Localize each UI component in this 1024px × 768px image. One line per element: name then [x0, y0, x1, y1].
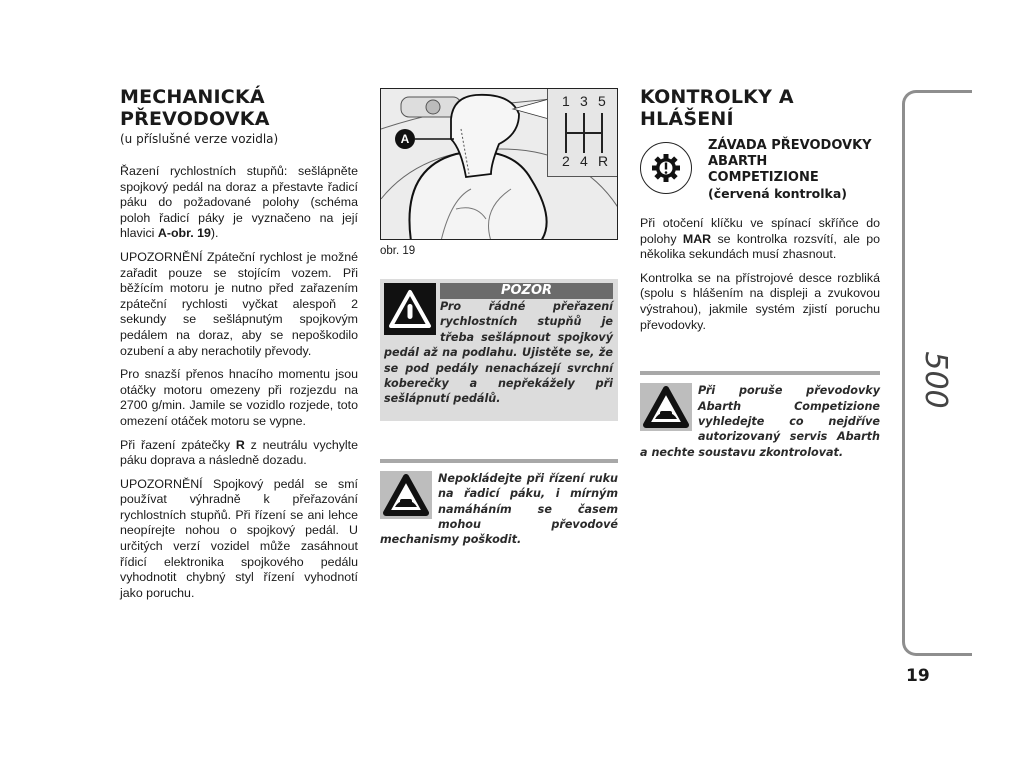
paragraph-text: ). [210, 226, 219, 241]
paragraph-torque-limit: Pro snazší přenos hnacího momentu jsou otáčky motoru omezeny při rozjezdu na 2700 g/min. Jamile se vozidlo rozjede, toto omezení otáček motoru se vypne. [120, 367, 358, 428]
paragraph-text: Zpáteční rychlost je možné zařadit pouze se stojícím vozem. Při běžícím motoru je nutno před zařazením zpáteční rychlosti vyčkat alespoň 2 sekundy se sešlápnutým spojkovým pedálem na doraz, aby se nepoškodilo ozubení a aby nerachotily převody. [120, 249, 358, 358]
environment-warning-icon [640, 383, 692, 431]
paragraph-reverse-gear [120, 438, 358, 469]
caution-header: POZOR [440, 283, 613, 299]
shift-pattern-diagram [547, 89, 617, 177]
caution-text: Pro řádné přeřazení rychlostních stupňů je třeba sešlápnout spojkový pedál až na podlahu. Ujistěte se, že se pod pedály nenacházejí svrchní koberečky a nepřekážely při sešlápnutí pedálů. [384, 300, 613, 406]
title-line-2: PŘEVODOVKA [120, 108, 270, 130]
title-line-1: KONTROLKY A [640, 86, 794, 108]
section-subtitle: (červená kontrolka) [708, 186, 848, 201]
warning-label: UPOZORNĚNÍ [120, 249, 203, 264]
gear-lever-figure [380, 88, 618, 240]
gearbox-fault-title-block [708, 138, 872, 202]
paragraph-text: Při otočení klíčku ve spínací skříňce do polohy [640, 216, 880, 246]
reverse-gear-symbol: R [235, 437, 245, 452]
title-line-1: MECHANICKÁ [120, 86, 265, 108]
section-subtitle: (u příslušné verze vozidla) [120, 132, 279, 146]
note-box [640, 371, 880, 460]
paragraph-text: se kontrolka rozsvítí, ale po několika sekundách musí zhasnout. [640, 231, 880, 262]
section-title-line-2: ABARTH [708, 154, 768, 169]
paragraph-text: Řazení rychlostních stupňů: sešlápněte spojkový pedál na doraz a přestavte řadicí páku do požadované polohy (schéma poloh řadicí páky je vyznačeno na její hlavici [120, 164, 358, 241]
gear-5-label: 5 [598, 93, 606, 109]
section-title-line-3: COMPETIZIONE [708, 170, 819, 185]
gear-reverse-label: R [598, 153, 609, 169]
warning-label: UPOZORNĚNÍ [120, 476, 203, 491]
paragraph-ignition-check [640, 216, 880, 263]
gearbox-fault-heading [640, 138, 880, 202]
caution-box [380, 279, 618, 421]
gear-2-label: 2 [562, 153, 570, 169]
note-box [380, 459, 618, 548]
title-line-2: HLÁŠENÍ [640, 108, 734, 130]
gear-4-label: 4 [580, 153, 588, 169]
callout-label-a: A [395, 129, 415, 149]
note-text: Při poruše převodovky Abarth Competizione vyhledejte co nejdříve autorizovaný servis Abarth a nechte soustavu zkontrolovat. [640, 384, 880, 459]
paragraph-text: z neutrálu vychylte páku doprava a následně dozadu. [120, 437, 359, 468]
section-title-warning-lights [640, 86, 880, 130]
logo-text: 500 [918, 351, 953, 409]
paragraph-fault-indication: Kontrolka se na přístrojové desce rozbliká (spolu s hlášením na displeji a zvukovou výstrahou), jakmile systém zjistí poruchu převodovky. [640, 270, 880, 332]
environment-warning-icon [380, 471, 432, 519]
note-text: Nepokládejte při řízení ruku na řadicí páku, i mírným namáháním se časem mohou převodové mechanismy poškodit. [380, 471, 618, 547]
left-column [120, 86, 358, 601]
middle-column [380, 88, 618, 548]
paragraph-warning-clutch [120, 477, 358, 602]
gear-3-label: 3 [580, 93, 588, 109]
paragraph-warning-reverse [120, 250, 358, 359]
key-position-label: MAR [682, 231, 712, 246]
figure-reference: A-obr. 19 [157, 226, 211, 241]
page-number: 19 [906, 666, 930, 686]
paragraph-gear-shifting [120, 164, 358, 242]
warning-triangle-icon [384, 283, 436, 335]
right-column [640, 86, 880, 460]
figure-caption: obr. 19 [380, 245, 416, 257]
section-title-line-1: ZÁVADA PŘEVODOVKY [708, 138, 872, 153]
gearbox-fault-icon [640, 142, 692, 194]
paragraph-text: Při řazení zpátečky [120, 437, 236, 452]
fiat-500-logo [914, 330, 954, 430]
paragraph-text: Spojkový pedál se smí používat výhradně k přeřazování rychlostních stupňů. Při řízení se ani lehce neopírejte nohou o spojkový pedál. U určitých verzí vozidel může zasáhnout řídicí elektronika spojkového pedálu vyhodnotit chybný styl řízení vyhodnotí jako poruchu. [120, 476, 358, 600]
gear-1-label: 1 [562, 93, 570, 109]
section-title-mechanical-gearbox [120, 86, 358, 130]
